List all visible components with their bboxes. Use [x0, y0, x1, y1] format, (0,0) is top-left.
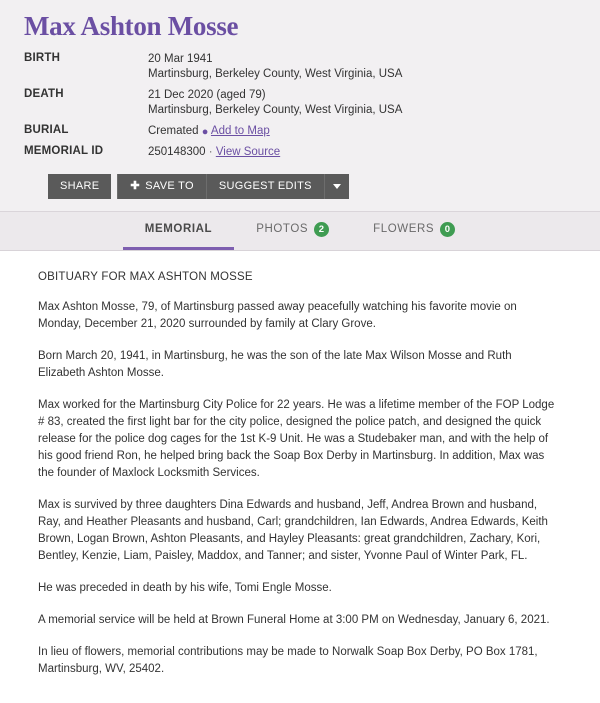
- memorial-id-number: 250148300: [148, 145, 206, 158]
- tab-memorial[interactable]: [123, 212, 234, 250]
- separator: ·: [208, 145, 213, 158]
- obituary-paragraph: He was preceded in death by his wife, Tomi Engle Mosse.: [38, 581, 332, 594]
- add-to-map-link[interactable]: Add to Map: [210, 124, 270, 137]
- save-to-label: SAVE TO: [145, 179, 194, 192]
- facts-table: [24, 52, 576, 166]
- tab-photos[interactable]: [234, 212, 351, 250]
- table-row-birth: [24, 52, 576, 88]
- death-place: Martinsburg, Berkeley County, West Virginia, USA: [148, 103, 403, 116]
- memorial-id-label: MEMORIAL ID: [24, 144, 104, 157]
- tab-photos-label: PHOTOS: [256, 223, 309, 236]
- tab-flowers-label: FLOWERS: [373, 223, 435, 236]
- obituary-section: [0, 251, 600, 703]
- table-row-memorial-id: [24, 145, 576, 166]
- obituary-paragraph: Max is survived by three daughters Dina Edwards and husband, Jeff, Andrea Brown and husband, Ray, and Heather Pleasants and husband, Carl; grandchildren, Ian Edwards, Andrea Edwards, Keith Brown, Logan Brown, Ashton Pleasants, and Hayley Pleasants: great grandchildren, Zachary, Kori, Bentley, Kenzie, Liam, Paisley, Maddox, and Tanner; and sister, Yvonne Paul of Winter Park, FL.: [38, 498, 548, 562]
- action-buttons: [24, 166, 576, 211]
- suggest-edits-button[interactable]: SUGGEST EDITS: [207, 174, 325, 199]
- share-button[interactable]: SHARE: [48, 174, 111, 199]
- death-value: [148, 88, 576, 124]
- death-date: 21 Dec 2020 (aged 79): [148, 88, 266, 101]
- caret-down-icon[interactable]: [325, 174, 349, 199]
- page-title: Max Ashton Mosse: [24, 11, 239, 41]
- memorial-id-value: [148, 145, 576, 166]
- save-to-button[interactable]: [118, 174, 206, 199]
- view-source-link[interactable]: View Source: [215, 145, 281, 158]
- table-row-burial: [24, 124, 576, 145]
- birth-value: [148, 52, 576, 88]
- obituary-paragraph: A memorial service will be held at Brown Funeral Home at 3:00 PM on Wednesday, January 6, 2021.: [38, 613, 550, 626]
- tab-memorial-label: MEMORIAL: [144, 223, 213, 236]
- death-label: DEATH: [24, 87, 64, 100]
- burial-text: Cremated: [148, 124, 199, 137]
- burial-label: BURIAL: [24, 123, 69, 136]
- map-pin-icon: ●​: [201, 125, 209, 138]
- photos-count-badge: 2: [314, 222, 329, 237]
- header-section: [0, 0, 600, 211]
- tab-flowers[interactable]: [351, 212, 477, 250]
- plus-icon: ✚: [130, 179, 140, 192]
- obituary-title: OBITUARY FOR MAX ASHTON MOSSE: [38, 270, 253, 283]
- obituary-paragraph: Max worked for the Martinsburg City Police for 22 years. He was a lifetime member of the FOP Lodge # 83, created the first light bar for the city police, designed the police patch, and designed the quick release for the police dog cages for the 1st K-9 Unit. He was a Studebaker man, and with the help of his good friend Ron, he helped bring back the Soap Box Derby in Martinsburg. In addition, Max was the founder of Maxlock Locksmith Services.: [38, 398, 555, 479]
- obituary-paragraph: In lieu of flowers, memorial contributions may be made to Norwalk Soap Box Derby, PO Box 1781, Martinsburg, WV, 25402.: [38, 645, 538, 675]
- obituary-paragraph: Max Ashton Mosse, 79, of Martinsburg passed away peacefully watching his favorite movie on Monday, December 21, 2020 surrounded by family at Clary Grove.: [38, 300, 517, 330]
- table-row-death: [24, 88, 576, 124]
- burial-value: [148, 124, 576, 145]
- tabs-bar: [0, 211, 600, 251]
- birth-date: 20 Mar 1941: [148, 52, 213, 65]
- flowers-count-badge: 0: [440, 222, 455, 237]
- save-edit-group: [117, 174, 348, 199]
- birth-label: BIRTH: [24, 51, 61, 64]
- birth-place: Martinsburg, Berkeley County, West Virginia, USA: [148, 67, 403, 80]
- obituary-paragraph: Born March 20, 1941, in Martinsburg, he was the son of the late Max Wilson Mosse and Ruth Elizabeth Ashton Mosse.: [38, 349, 512, 379]
